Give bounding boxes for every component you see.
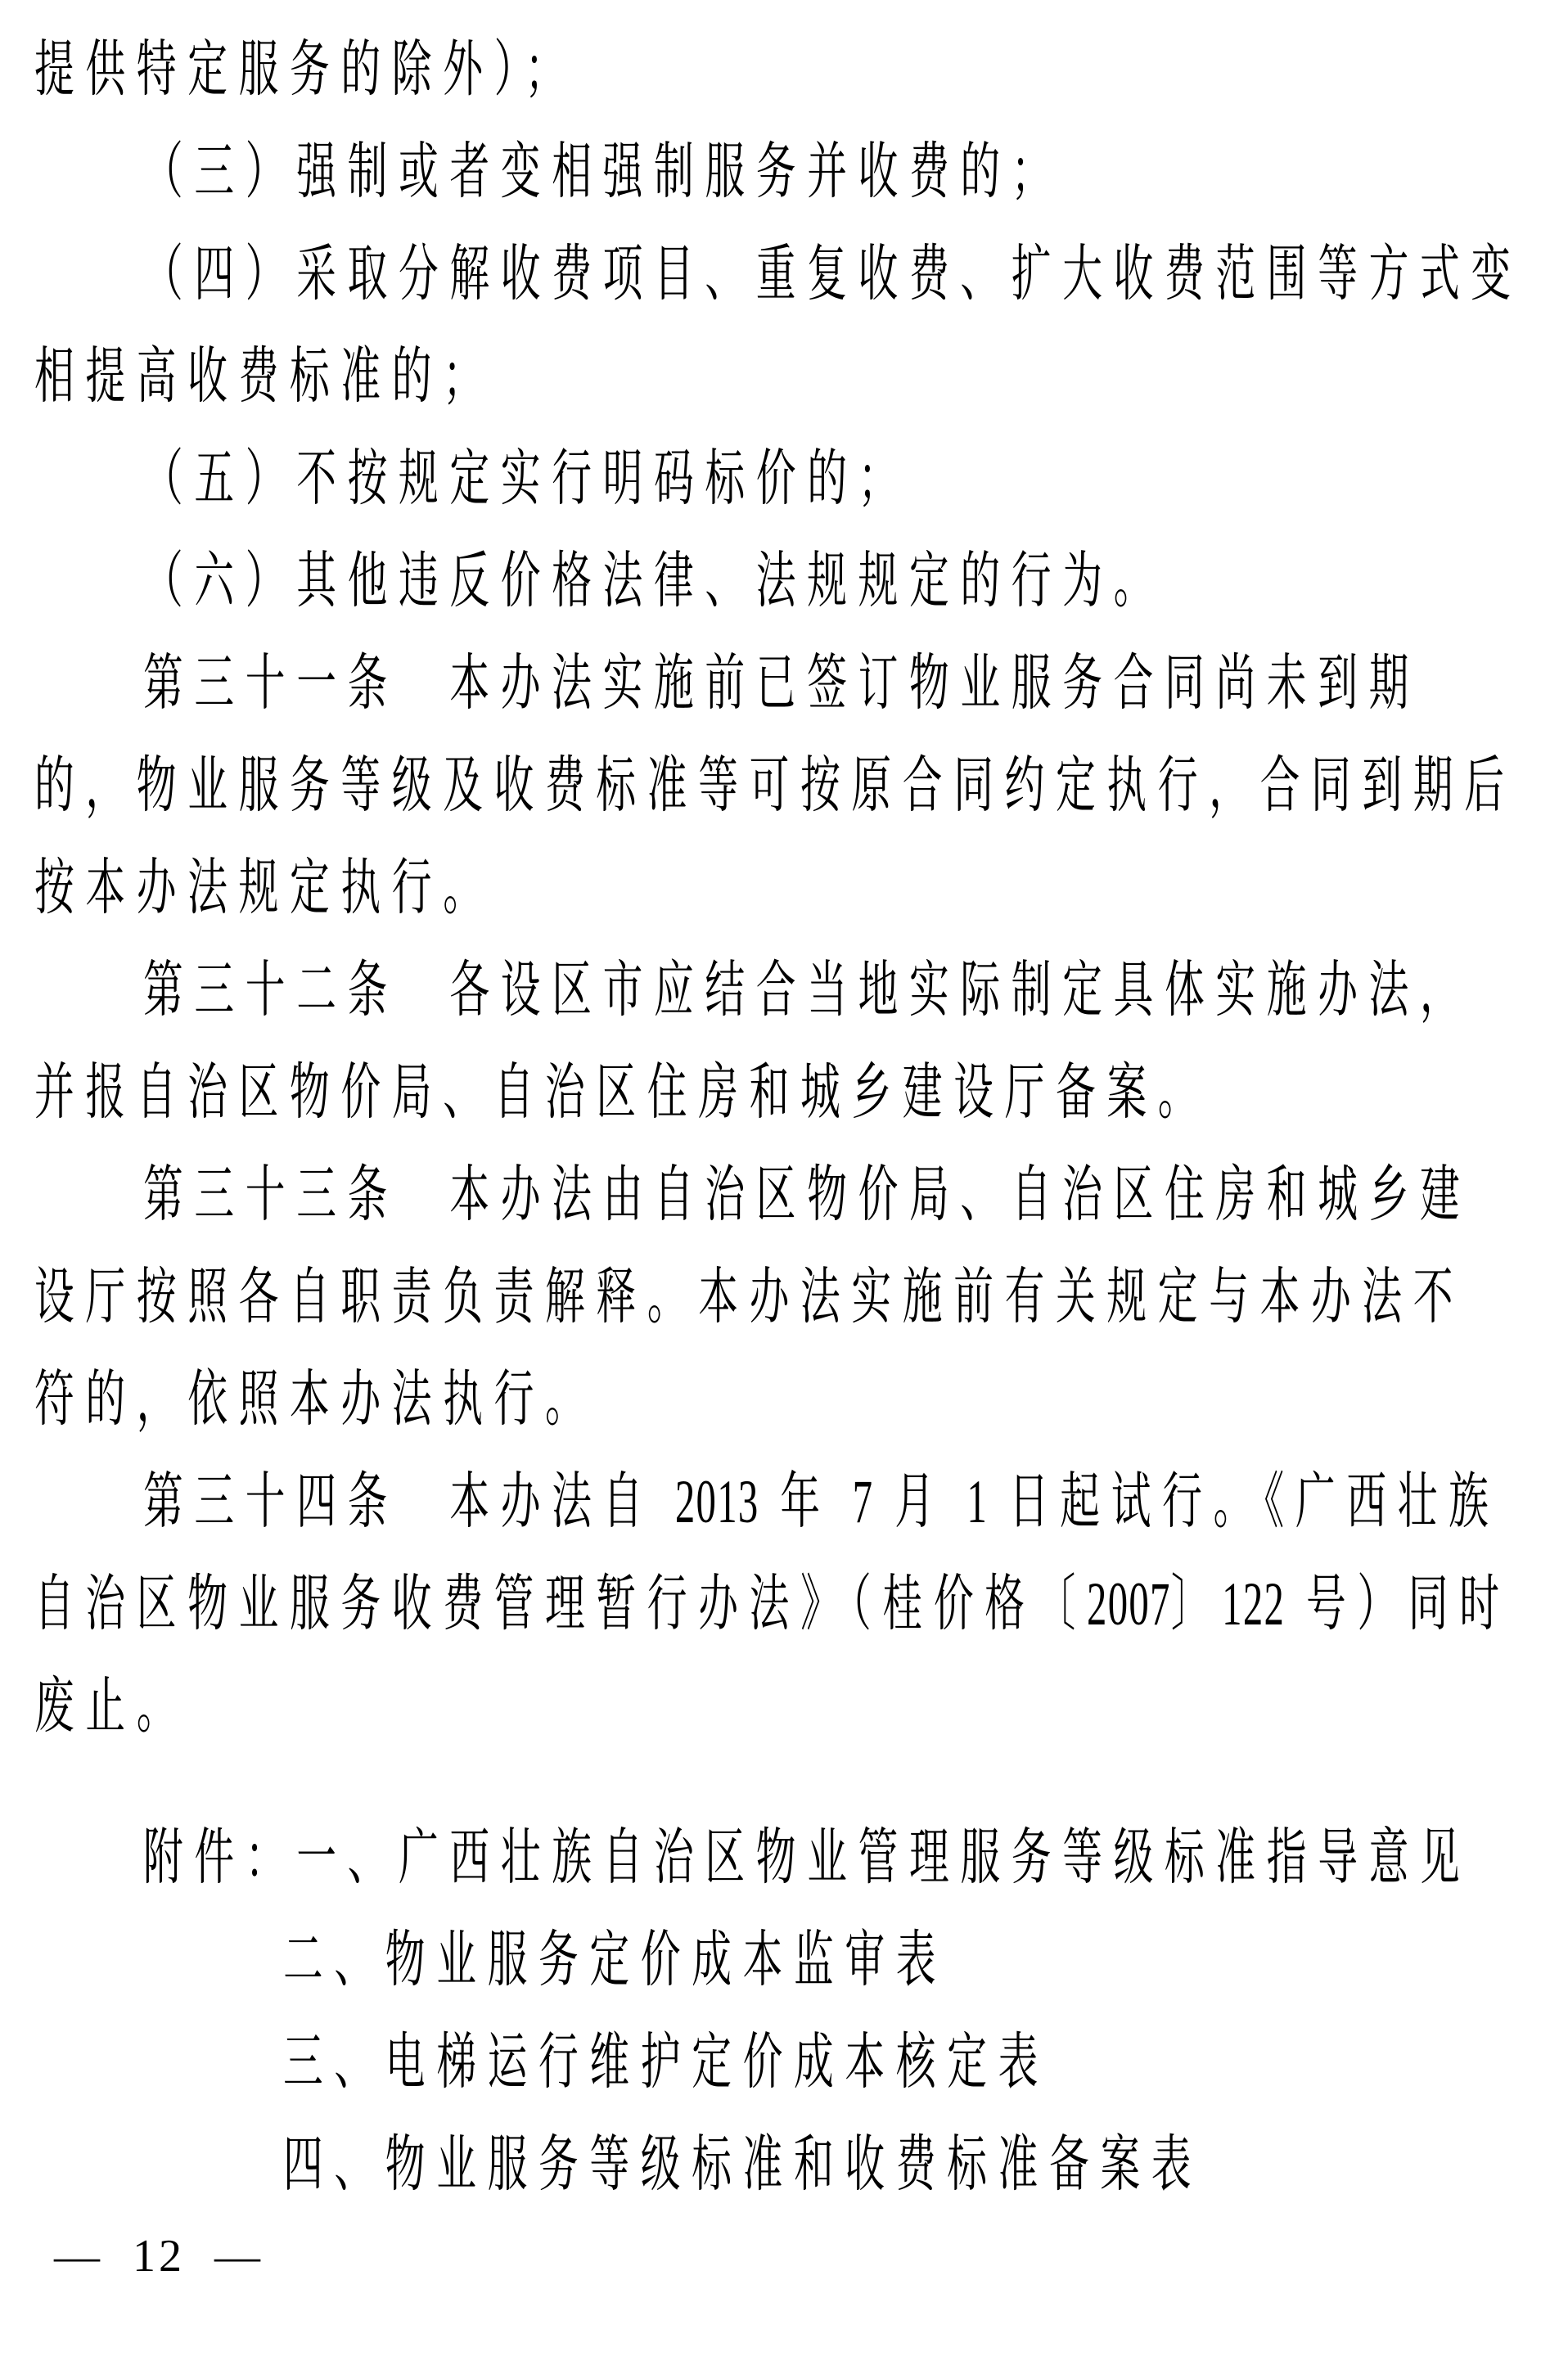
- text-line: [143, 428, 1568, 530]
- text-line: [34, 1349, 1568, 1451]
- attachment-list-item: [283, 2012, 1568, 2114]
- text-line: [34, 1553, 1568, 1656]
- text-line-content: 符的，依照本办法执行。: [34, 1366, 597, 1434]
- page-number: — 12 —: [54, 2231, 264, 2282]
- text-line-content: （四）采取分解收费项目、重复收费、扩大收费范围等方式变: [143, 241, 1522, 309]
- text-line-content: 第三十三条 本办法由自治区物价局、自治区住房和城乡建: [143, 1161, 1471, 1229]
- text-line-content: 附件：一、广西壮族自治区物业管理服务等级标准指导意见: [143, 1824, 1471, 1892]
- attachment-list-item: [283, 2114, 1568, 2216]
- text-line: [34, 326, 1568, 428]
- text-line: [143, 633, 1568, 735]
- text-line-content: 废止。: [34, 1673, 188, 1741]
- text-line: [143, 939, 1568, 1042]
- text-line: [34, 735, 1568, 837]
- text-line-content: 二、物业服务定价成本监审表: [283, 1926, 948, 1994]
- text-line-content: 相提高收费标准的；: [34, 343, 494, 411]
- text-line-content: 第三十二条 各设区市应结合当地实际制定具体实施办法，: [143, 957, 1471, 1025]
- text-line: [34, 1246, 1568, 1349]
- text-line: [34, 1042, 1568, 1144]
- text-line: [34, 837, 1568, 939]
- attachment-list-header: [143, 1807, 1568, 1909]
- text-line-content: 按本办法规定执行。: [34, 854, 494, 922]
- text-line-content: 自治区物业服务收费管理暂行办法》（桂价格〔2007〕122 号）同时: [34, 1570, 1511, 1638]
- text-line-content: 第三十四条 本办法自 2013 年 7 月 1 日起试行。《广西壮族: [143, 1468, 1500, 1536]
- text-line-content: （五）不按规定实行明码标价的；: [143, 445, 910, 513]
- text-line-content: 四、物业服务等级标准和收费标准备案表: [283, 2131, 1203, 2199]
- text-line: [34, 19, 1568, 121]
- text-line: [34, 1656, 1568, 1758]
- document-body: [34, 19, 1568, 2216]
- text-line-content: 并报自治区物价局、自治区住房和城乡建设厅备案。: [34, 1059, 1210, 1127]
- text-line-content: 的，物业服务等级及收费标准等可按原合同约定执行，合同到期后: [34, 752, 1516, 820]
- text-line-content: 提供特定服务的除外）；: [34, 36, 577, 104]
- text-line-content: （三）强制或者变相强制服务并收费的；: [143, 138, 1063, 206]
- blank-line: [34, 1758, 1568, 1807]
- text-line: [143, 530, 1568, 633]
- text-line-content: （六）其他违反价格法律、法规规定的行为。: [143, 547, 1165, 615]
- text-line-content: 三、电梯运行维护定价成本核定表: [283, 2029, 1050, 2097]
- text-line: [143, 1451, 1568, 1553]
- text-line: [143, 223, 1568, 326]
- text-line: [143, 121, 1568, 223]
- text-line-content: 第三十一条 本办法实施前已签订物业服务合同尚未到期: [143, 650, 1421, 718]
- text-line: [143, 1144, 1568, 1246]
- attachment-list-item: [283, 1909, 1568, 2012]
- text-line-content: 设厅按照各自职责负责解释。本办法实施前有关规定与本办法不: [34, 1264, 1465, 1331]
